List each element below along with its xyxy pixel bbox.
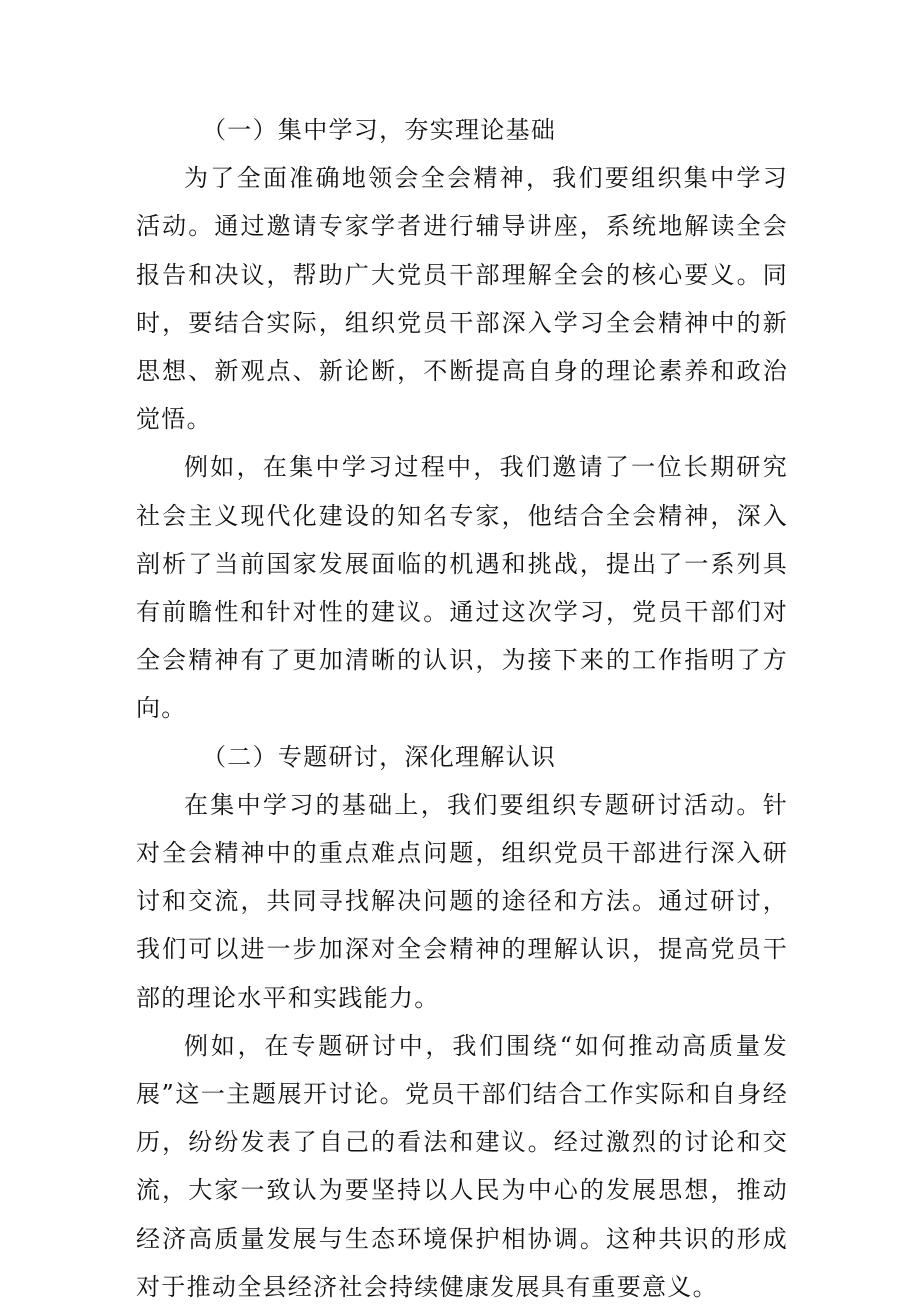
paragraph-4: 例如，在专题研讨中，我们围绕“如何推动高质量发展”这一主题展开讨论。党员干部们结合工作实际和自身经历，纷纷发表了自己的看法和建议。经过激烈的讨论和交流，大家一致认为要坚持以人民为中心的发展思想，推动经济高质量发展与生态环境保护相协调。这种共识的形成对于推动全县经济社会持续健康发展具有重要意义。 [136,1031,788,1301]
document-body [136,106,788,1311]
paragraph-2: 例如，在集中学习过程中，我们邀请了一位长期研究社会主义现代化建设的知名专家，他结合全会精神，深入剖析了当前国家发展面临的机遇和挑战，提出了一系列具有前瞻性和针对性的建议。通过这次学习，党员干部们对全会精神有了更加清晰的认识，为接下来的工作指明了方向。 [136,453,788,723]
paragraph-3: 在集中学习的基础上，我们要组织专题研讨活动。针对全会精神中的重点难点问题，组织党员干部进行深入研讨和交流，共同寻找解决问题的途径和方法。通过研讨，我们可以进一步加深对全会精神的理解认识，提高党员干部的理论水平和实践能力。 [136,790,788,1012]
section-heading-2: （二）专题研讨，深化理解认识 [202,742,557,771]
section-heading-1: （一）集中学习，夯实理论基础 [202,116,557,144]
paragraph-1: 为了全面准确地领会全会精神，我们要组织集中学习活动。通过邀请专家学者进行辅导讲座，系统地解读全会报告和决议，帮助广大党员干部理解全会的核心要义。同时，要结合实际，组织党员干部深入学习全会精神中的新思想、新观点、新论断，不断提高自身的理论素养和政治觉悟。 [136,164,788,434]
